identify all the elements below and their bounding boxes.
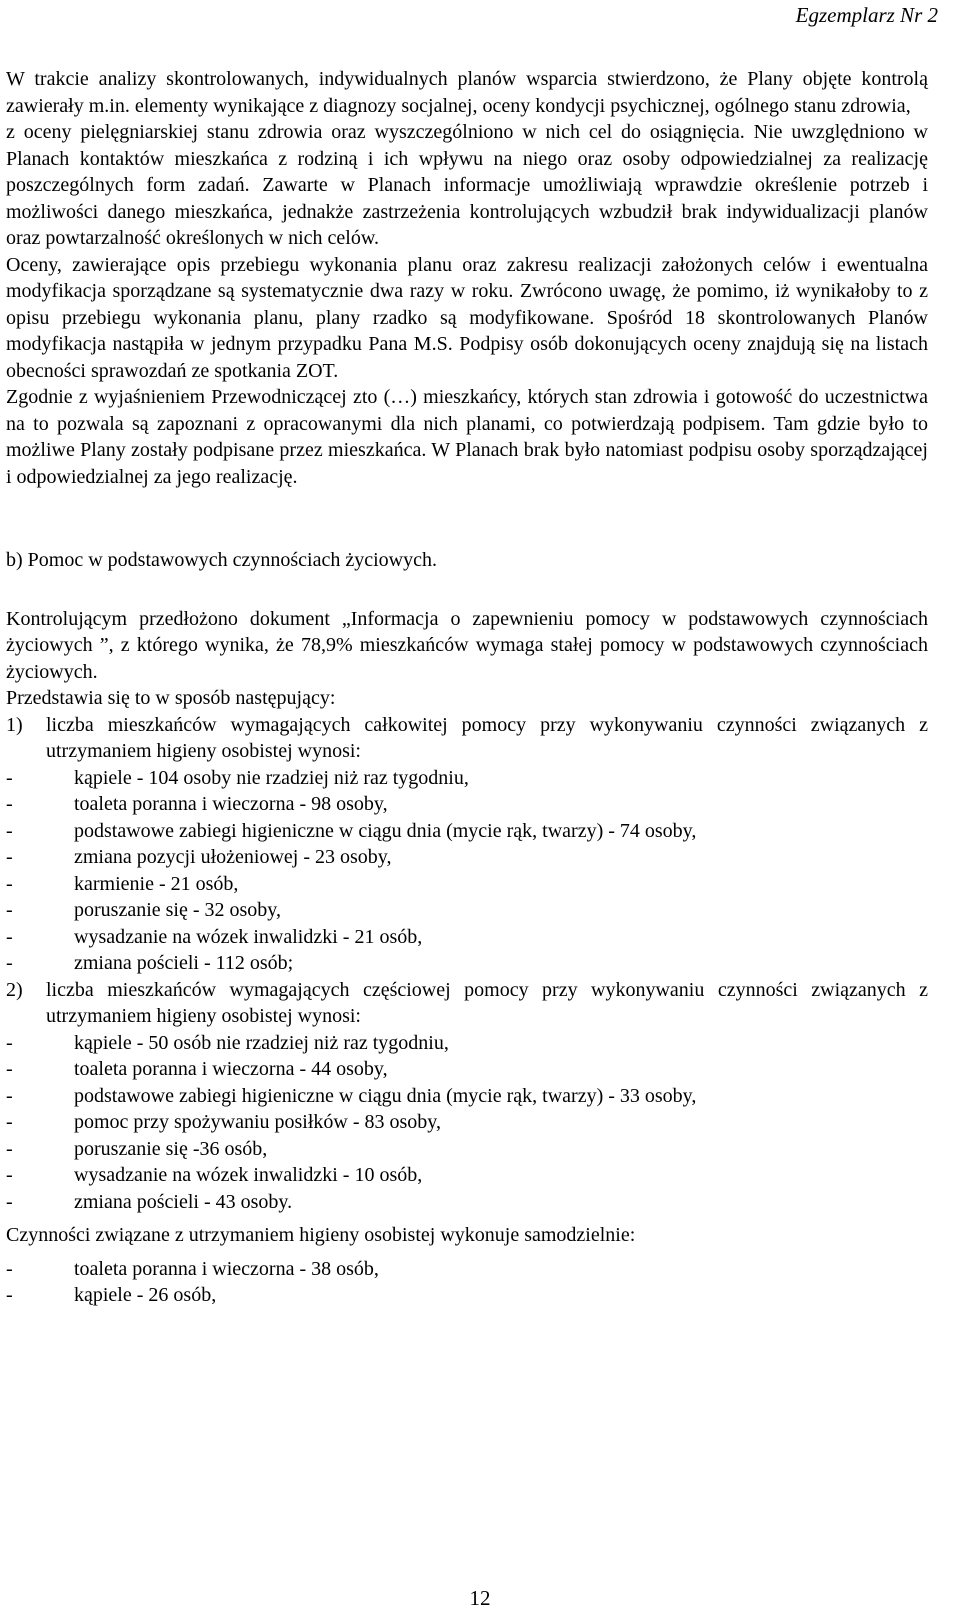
list-item: [6, 844, 928, 871]
list-item: [6, 1282, 928, 1309]
list-item-text: kąpiele - 26 osób,: [74, 1284, 217, 1306]
list-item-text: pomoc przy spożywaniu posiłków - 83 osoby,: [74, 1111, 441, 1133]
list-dash: -: [6, 766, 13, 789]
list-item: [6, 1189, 928, 1216]
list-item-text: poruszanie się - 32 osoby,: [74, 899, 281, 921]
list-heading-text: liczba mieszkańców wymagających całkowitej pomocy przy wykonywaniu czynności związanych z utrzymaniem higieny osobistej wynosi:: [46, 713, 928, 762]
document-body: [6, 66, 928, 1309]
list-dash: -: [6, 819, 13, 842]
list-dash: -: [6, 1031, 13, 1054]
list-dash: -: [6, 1084, 13, 1107]
list-item: [6, 950, 928, 977]
list-item: [6, 1056, 928, 1083]
list-item: [6, 1030, 928, 1057]
list-dash: -: [6, 925, 13, 948]
section-heading-b: b) Pomoc w podstawowych czynnościach życiowych.: [6, 549, 437, 571]
list-dash: -: [6, 899, 13, 921]
document-header-copy-number: Egzemplarz Nr 2: [795, 3, 938, 27]
list-item-text: karmienie - 21 osób,: [74, 872, 239, 895]
list-dash: -: [6, 1137, 13, 1160]
list-item-text: kąpiele - 50 osób nie rzadziej niż raz tygodniu,: [74, 1031, 449, 1054]
list-dash: -: [6, 1257, 13, 1280]
paragraph-plans-gaps: z oceny pielęgniarskiej stanu zdrowia oraz wyszczególniono w nich cel do osiągnięcia. Nie uwzględniono w Planach kontaktów mieszkańca z rodziną i ich wpływu na niego oraz osoby odpowiedzialnej za realizację poszczególnych form zadań. Zawarte w Planach informacje umożliwiają wprawdzie określenie potrzeb i możliwości danego mieszkańca, jednakże zastrzeżenia kontrolujących wzbudził brak indywidualizacji planów oraz powtarzalność określonych w nich celów.: [6, 121, 928, 249]
list-item: [6, 765, 928, 792]
list-item-text: podstawowe zabiegi higieniczne w ciągu dnia (mycie rąk, twarzy) - 33 osoby,: [74, 1084, 697, 1107]
list-item-text: podstawowe zabiegi higieniczne w ciągu dnia (mycie rąk, twarzy) - 74 osoby,: [74, 819, 697, 842]
list-item-text: toaleta poranna i wieczorna - 38 osób,: [74, 1257, 379, 1280]
list-item-text: zmiana pozycji ułożeniowej - 23 osoby,: [74, 846, 392, 868]
paragraph-document-info: Kontrolującym przedłożono dokument „Informacja o zapewnieniu pomocy w podstawowych czynnościach życiowych ”, z którego wynika, że 78,9% mieszkańców wymaga stałej pomocy w podstawowych czynnościach życiowych.: [6, 607, 928, 683]
list-full-help-items: [6, 765, 928, 977]
paragraph-assessments: Oceny, zawierające opis przebiegu wykonania planu oraz zakresu realizacji założonych celów i ewentualna modyfikacja sporządzane są systematycznie dwa razy w roku. Zwrócono uwagę, że pomimo, iż wynikałoby to z opisu przebiegu wykonania planu, plany rzadko są modyfikowane. Spośród 18 skontrolowanych Planów modyfikacja nastąpiła w jednym przypadku Pana M.S. Podpisy osób dokonujących oceny znajdują się na listach obecności sprawozdań ze spotkania ZOT.: [6, 253, 928, 382]
list-full-help-heading: [6, 712, 928, 765]
list-item: [6, 924, 928, 951]
paragraph-independent-activities: Czynności związane z utrzymaniem higieny osobistej wykonuje samodzielnie:: [6, 1224, 636, 1246]
list-number: 1): [6, 713, 23, 736]
paragraph-intro-list: Przedstawia się to w sposób następujący:: [6, 687, 336, 709]
list-item-text: wysadzanie na wózek inwalidzki - 10 osób,: [74, 1164, 423, 1186]
list-item-text: poruszanie się -36 osób,: [74, 1137, 268, 1160]
list-independent-items: [6, 1256, 928, 1309]
list-item: [6, 791, 928, 818]
list-item: [6, 871, 928, 898]
list-dash: -: [6, 1058, 13, 1080]
list-item-text: toaleta poranna i wieczorna - 44 osoby,: [74, 1058, 388, 1080]
list-partial-help-heading: [6, 977, 928, 1030]
page-number: 12: [469, 1585, 491, 1610]
list-item: [6, 897, 928, 924]
list-item: [6, 1256, 928, 1283]
list-dash: -: [6, 1284, 13, 1306]
list-item: [6, 1083, 928, 1110]
list-partial-help-items: [6, 1030, 928, 1216]
list-item: [6, 818, 928, 845]
list-item-text: toaleta poranna i wieczorna - 98 osoby,: [74, 793, 388, 815]
list-dash: -: [6, 1164, 13, 1186]
list-item: [6, 1162, 928, 1189]
paragraph-plans-analysis: W trakcie analizy skontrolowanych, indywidualnych planów wsparcia stwierdzono, że Plany objęte kontrolą zawierały m.in. elementy wynikające z diagnozy socjalnej, oceny kondycji psychicznej, ogólnego stanu zdrowia,: [6, 68, 928, 117]
list-dash: -: [6, 1111, 13, 1133]
list-item-text: zmiana pościeli - 112 osób;: [74, 952, 294, 974]
list-item-text: zmiana pościeli - 43 osoby.: [74, 1190, 293, 1213]
list-heading-text: liczba mieszkańców wymagających częściowej pomocy przy wykonywaniu czynności związanych z utrzymaniem higieny osobistej wynosi:: [46, 978, 928, 1027]
list-item-text: wysadzanie na wózek inwalidzki - 21 osób,: [74, 925, 423, 948]
list-item: [6, 1136, 928, 1163]
list-item: [6, 1109, 928, 1136]
paragraph-explanation: Zgodnie z wyjaśnieniem Przewodniczącej zto (…) mieszkańcy, których stan zdrowia i gotowość do uczestnictwa na to pozwala są zapoznani z opracowanymi dla nich planami, co potwierdzają podpisem. Tam gdzie było to możliwe Plany zostały podpisane przez mieszkańca. W Planach brak było natomiast podpisu osoby sporządzającej i odpowiedzialnej za jego realizację.: [6, 386, 928, 488]
list-dash: -: [6, 872, 13, 895]
list-dash: -: [6, 952, 13, 974]
list-dash: -: [6, 793, 13, 815]
list-number: 2): [6, 978, 23, 1001]
list-dash: -: [6, 1190, 13, 1213]
list-dash: -: [6, 846, 13, 868]
list-item-text: kąpiele - 104 osoby nie rzadziej niż raz tygodniu,: [74, 766, 469, 789]
